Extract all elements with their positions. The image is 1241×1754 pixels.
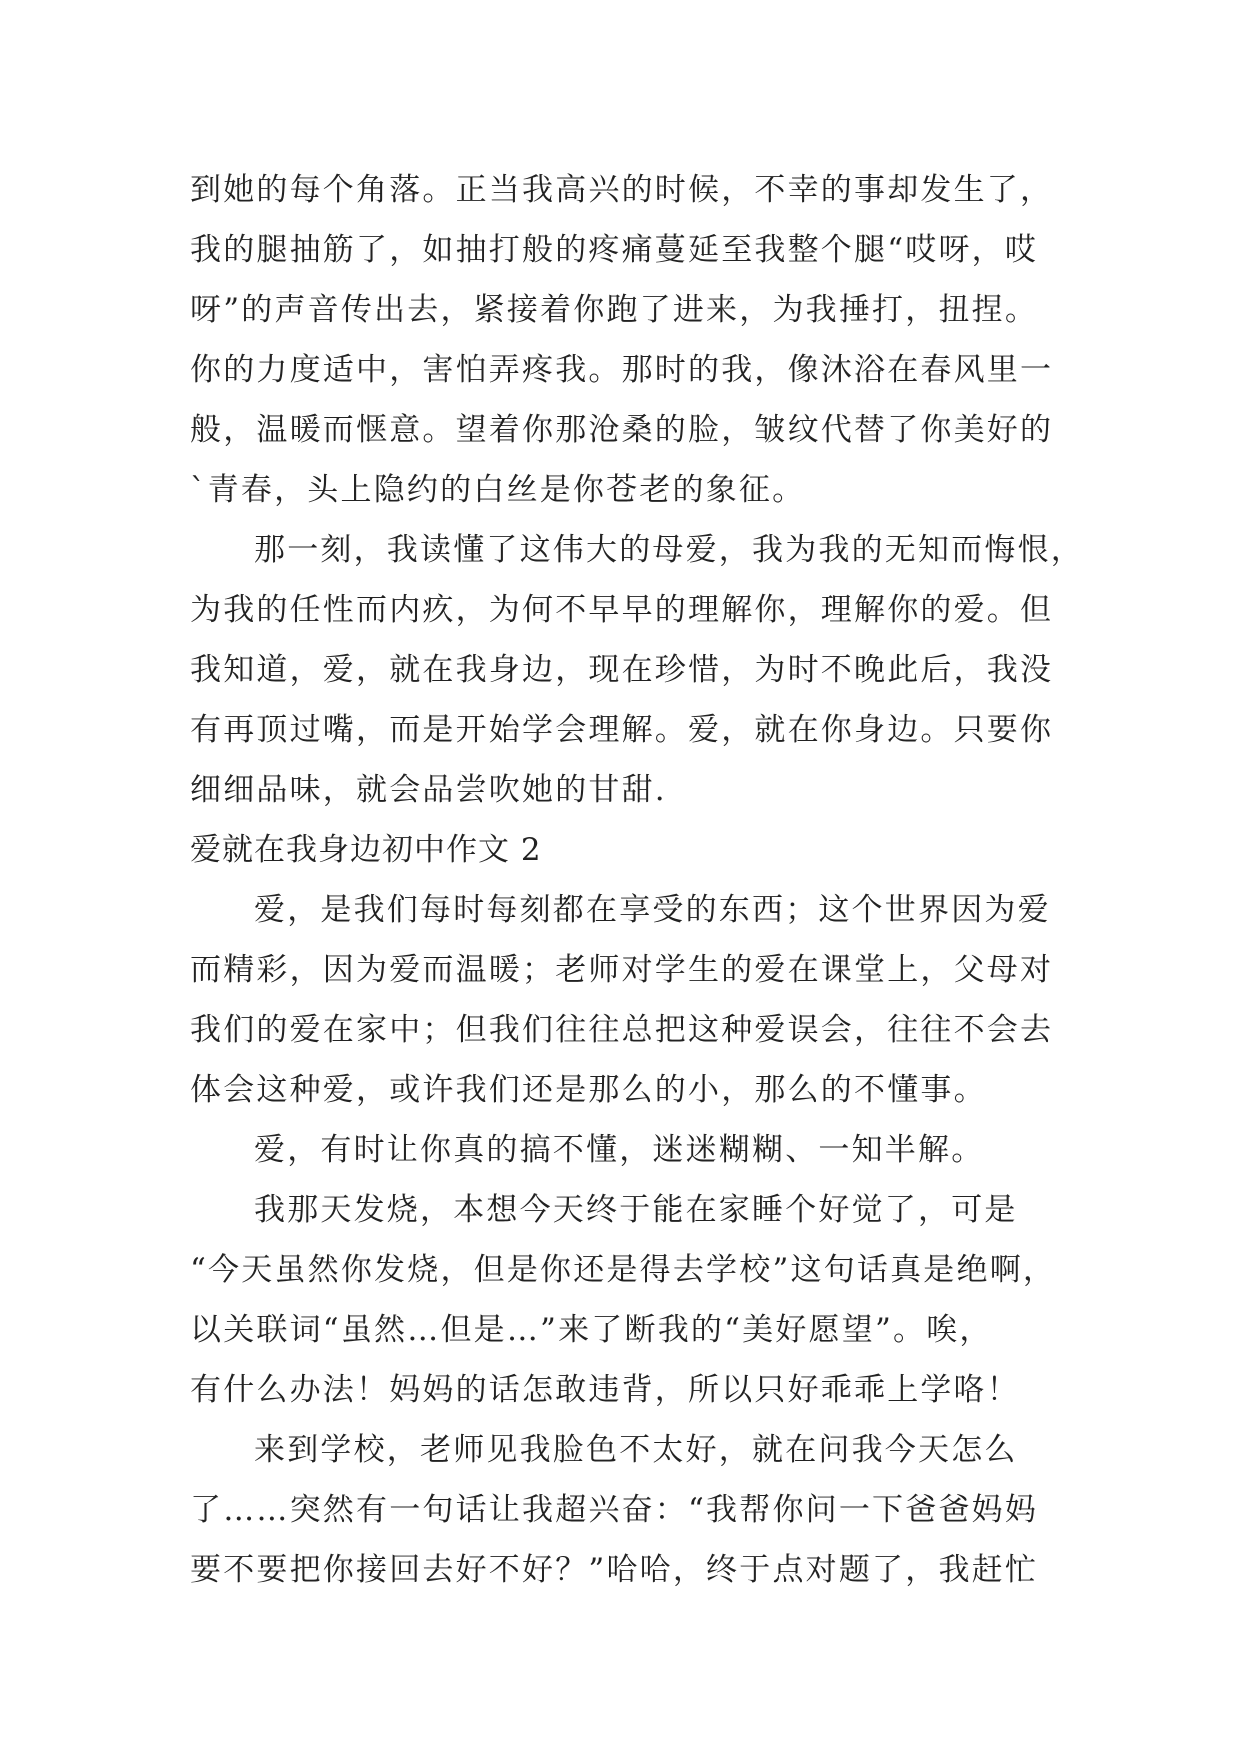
text-line: 我们的爱在家中；但我们往往总把这种爱误会，往往不会去 bbox=[190, 1012, 1054, 1048]
text-line: 以关联词“虽然…但是…”来了断我的“美好愿望”。唉， bbox=[190, 1312, 993, 1348]
text-line: 到她的每个角落。正当我高兴的时候，不幸的事却发生了， bbox=[190, 172, 1054, 208]
text-line: 你的力度适中，害怕弄疼我。那时的我，像沐浴在春风里一 bbox=[190, 352, 1054, 388]
text-line: `青春，头上隐约的白丝是你苍老的象征。 bbox=[190, 472, 806, 508]
text-line: 我知道，爱，就在我身边，现在珍惜，为时不晚此后，我没 bbox=[190, 652, 1054, 688]
text-line: 体会这种爱，或许我们还是那么的小，那么的不懂事。 bbox=[190, 1072, 987, 1108]
paragraph-start-line: 我那天发烧，本想今天终于能在家睡个好觉了，可是 bbox=[254, 1192, 1018, 1228]
paragraph-start-line: 爱，有时让你真的搞不懂，迷迷糊糊、一知半解。 bbox=[254, 1132, 985, 1168]
text-line: 般，温暖而惬意。望着你那沧桑的脸，皱纹代替了你美好的 bbox=[190, 412, 1054, 448]
text-line: 呀”的声音传出去，紧接着你跑了进来，为我捶打，扭捏。 bbox=[190, 292, 1039, 328]
text-line: 有什么办法！妈妈的话怎敢违背，所以只好乖乖上学咯！ bbox=[190, 1372, 1020, 1408]
text-line: “今天虽然你发烧，但是你还是得去学校”这句话真是绝啊， bbox=[190, 1252, 1057, 1288]
text-line: 我的腿抽筋了，如抽打般的疼痛蔓延至我整个腿“哎呀，哎 bbox=[190, 232, 1039, 268]
text-line: 要不要把你接回去好不好？”哈哈，终于点对题了，我赶忙 bbox=[190, 1552, 1039, 1588]
paragraph-start-line: 爱，是我们每时每刻都在享受的东西；这个世界因为爱 bbox=[254, 892, 1051, 928]
paragraph-start-line: 那一刻，我读懂了这伟大的母爱，我为我的无知而悔恨， bbox=[254, 532, 1084, 568]
document-body bbox=[190, 160, 1084, 1600]
text-line: 为我的任性而内疚，为何不早早的理解你，理解你的爱。但 bbox=[190, 592, 1054, 628]
paragraph-start-line: 来到学校，老师见我脸色不太好，就在问我今天怎么 bbox=[254, 1432, 1018, 1468]
text-line: 而精彩，因为爱而温暖；老师对学生的爱在课堂上，父母对 bbox=[190, 952, 1054, 988]
section-heading: 爱就在我身边初中作文 2 bbox=[190, 832, 542, 868]
text-line: 有再顶过嘴，而是开始学会理解。爱，就在你身边。只要你 bbox=[190, 712, 1054, 748]
text-line: 细细品味，就会品尝吹她的甘甜. bbox=[190, 772, 667, 808]
text-line: 了……突然有一句话让我超兴奋：“我帮你问一下爸爸妈妈 bbox=[190, 1492, 1039, 1528]
